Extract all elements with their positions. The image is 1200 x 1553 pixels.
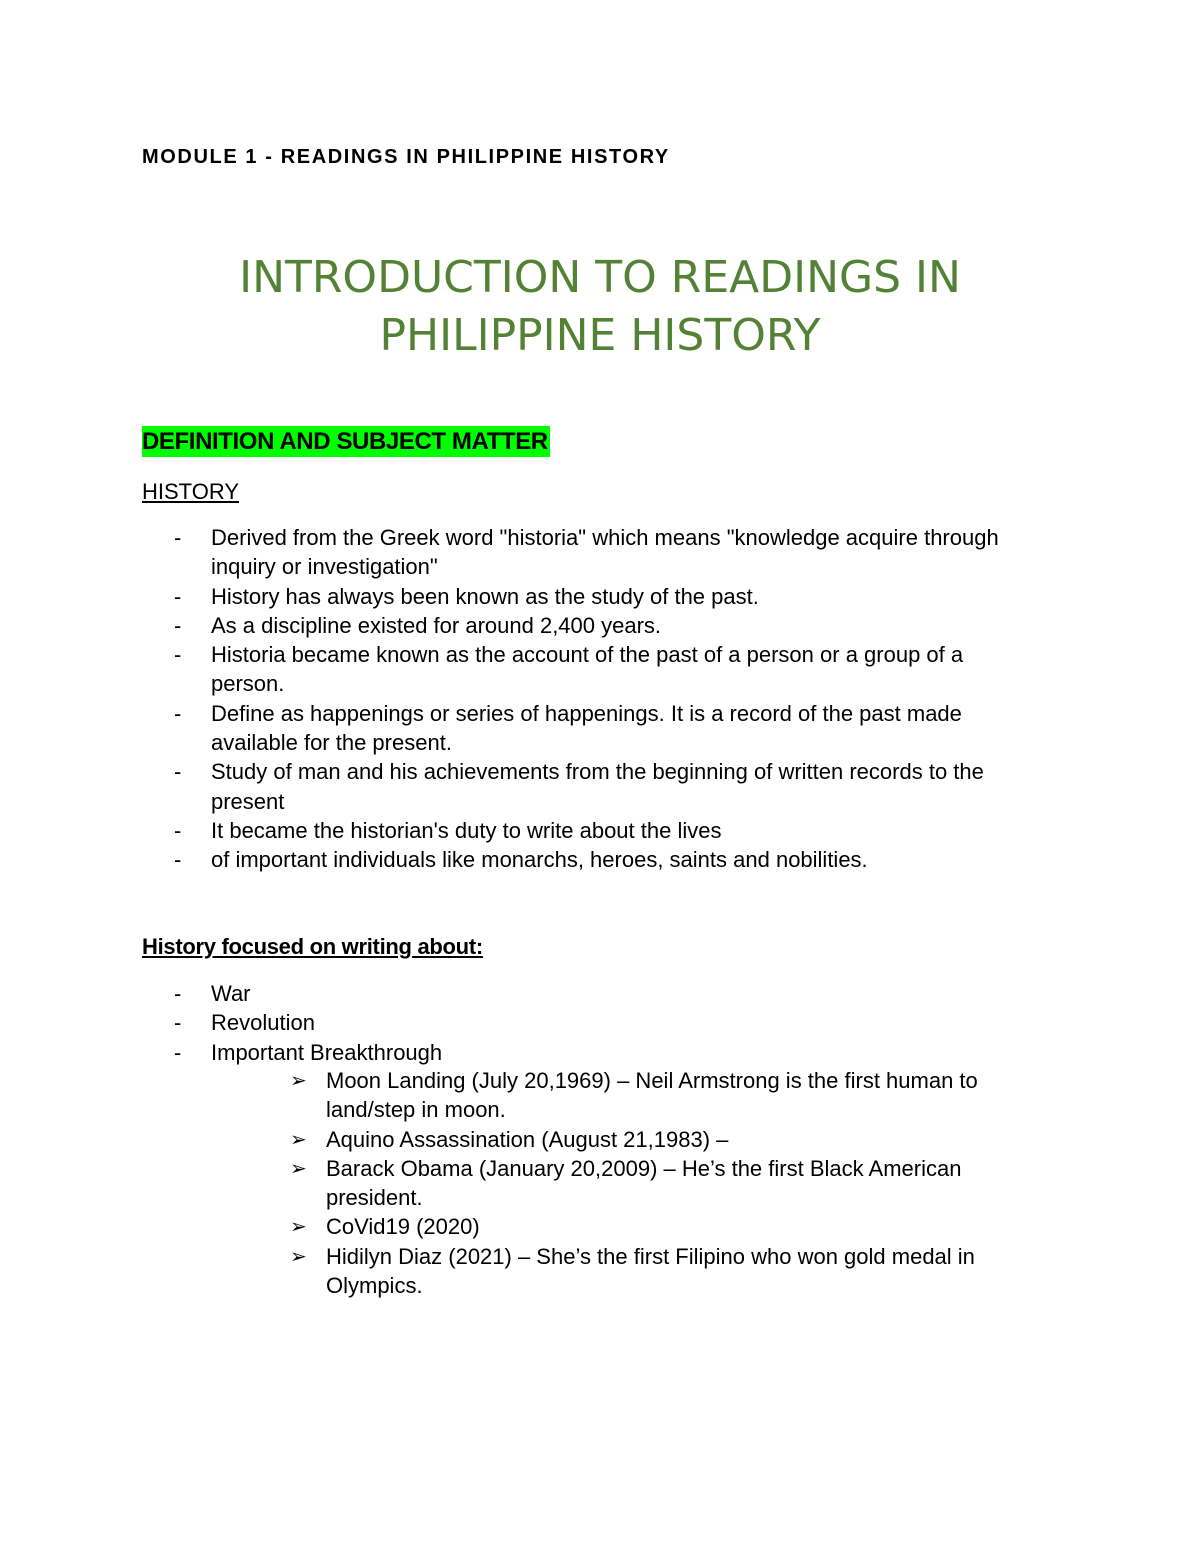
list-item-text-continued: president. <box>326 1185 423 1211</box>
dash-bullet: - <box>174 525 182 550</box>
arrow-bullet-icon: ➢ <box>290 1245 307 1268</box>
dash-bullet: - <box>174 612 182 638</box>
list-item-text-continued: inquiry or investigation" <box>211 554 438 580</box>
section-heading <box>142 428 550 456</box>
list-item-text: History has always been known as the study of the past. <box>211 583 759 609</box>
list-item <box>0 845 999 874</box>
list-item <box>0 611 999 640</box>
page-title-line-1: INTRODUCTION TO READINGS IN <box>239 252 961 303</box>
list-item-text: Study of man and his achievements from the beginning of written records to the <box>211 759 984 785</box>
dash-bullet: - <box>174 981 182 1006</box>
list-item-text-continued: land/step in moon. <box>326 1097 506 1123</box>
list-item-text: Historia became known as the account of the past of a person or a group of a <box>211 642 964 668</box>
module-header: MODULE 1 - READINGS IN PHILIPPINE HISTORY <box>142 146 670 168</box>
dash-bullet: - <box>174 1010 182 1036</box>
list-item-text: Derived from the Greek word "historia" which means "knowledge acquire through <box>211 525 999 550</box>
list-item-text: Define as happenings or series of happenings. It is a record of the past made <box>211 700 962 726</box>
list-item-text: As a discipline existed for around 2,400 years. <box>211 612 662 638</box>
list-item <box>0 1125 978 1154</box>
dash-bullet: - <box>174 700 182 726</box>
history-definition-list <box>0 523 999 875</box>
list-item-text: Revolution <box>211 1010 315 1036</box>
list-item <box>0 1066 978 1125</box>
list-item <box>0 582 999 611</box>
list-item-text-continued: present <box>211 788 285 814</box>
dash-bullet: - <box>174 1039 182 1065</box>
arrow-bullet-icon: ➢ <box>290 1070 307 1092</box>
list-item-text: It became the historian's duty to write about the lives <box>211 817 722 843</box>
list-item <box>0 1242 978 1301</box>
list-item <box>0 1154 978 1213</box>
list-item <box>0 1212 978 1241</box>
list-item-text: Hidilyn Diaz (2021) – She’s the first Filipino who won gold medal in <box>326 1243 975 1269</box>
list-item-text: of important individuals like monarchs, heroes, saints and nobilities. <box>211 847 868 873</box>
breakthroughs-list <box>0 1066 978 1300</box>
dash-bullet: - <box>174 817 182 843</box>
page-title-line-2: PHILIPPINE HISTORY <box>379 310 821 361</box>
list-item <box>0 757 999 816</box>
arrow-bullet-icon: ➢ <box>290 1216 307 1239</box>
list-item-text-continued: Olympics. <box>326 1273 423 1299</box>
list-item-text: Aquino Assassination (August 21,1983) – <box>326 1126 729 1152</box>
list-item-text-continued: person. <box>211 671 285 697</box>
list-item-text: Barack Obama (January 20,2009) – He’s the first Black American <box>326 1155 962 1181</box>
highlighted-heading-text: DEFINITION AND SUBJECT MATTER <box>142 428 548 455</box>
dash-bullet: - <box>174 847 182 873</box>
list-item-text: War <box>211 981 251 1006</box>
history-heading: HISTORY <box>142 479 239 504</box>
list-item <box>0 523 999 582</box>
dash-bullet: - <box>174 759 182 785</box>
arrow-bullet-icon: ➢ <box>290 1157 307 1180</box>
list-item <box>0 640 999 699</box>
dash-bullet: - <box>174 642 182 668</box>
dash-bullet: - <box>174 583 182 609</box>
list-item-text: CoVid19 (2020) <box>326 1214 480 1240</box>
list-item-text: Moon Landing (July 20,1969) – Neil Armstrong is the first human to <box>326 1068 978 1093</box>
arrow-bullet-icon: ➢ <box>290 1128 307 1151</box>
list-item <box>0 816 999 845</box>
list-item-text-continued: available for the present. <box>211 730 452 756</box>
list-item-text: Important Breakthrough <box>211 1039 443 1065</box>
focus-heading: History focused on writing about: <box>142 934 483 959</box>
list-item <box>0 1038 442 1067</box>
list-item <box>0 1008 442 1037</box>
list-item <box>0 699 999 758</box>
list-item <box>0 979 442 1008</box>
focus-topics-list <box>0 979 442 1067</box>
